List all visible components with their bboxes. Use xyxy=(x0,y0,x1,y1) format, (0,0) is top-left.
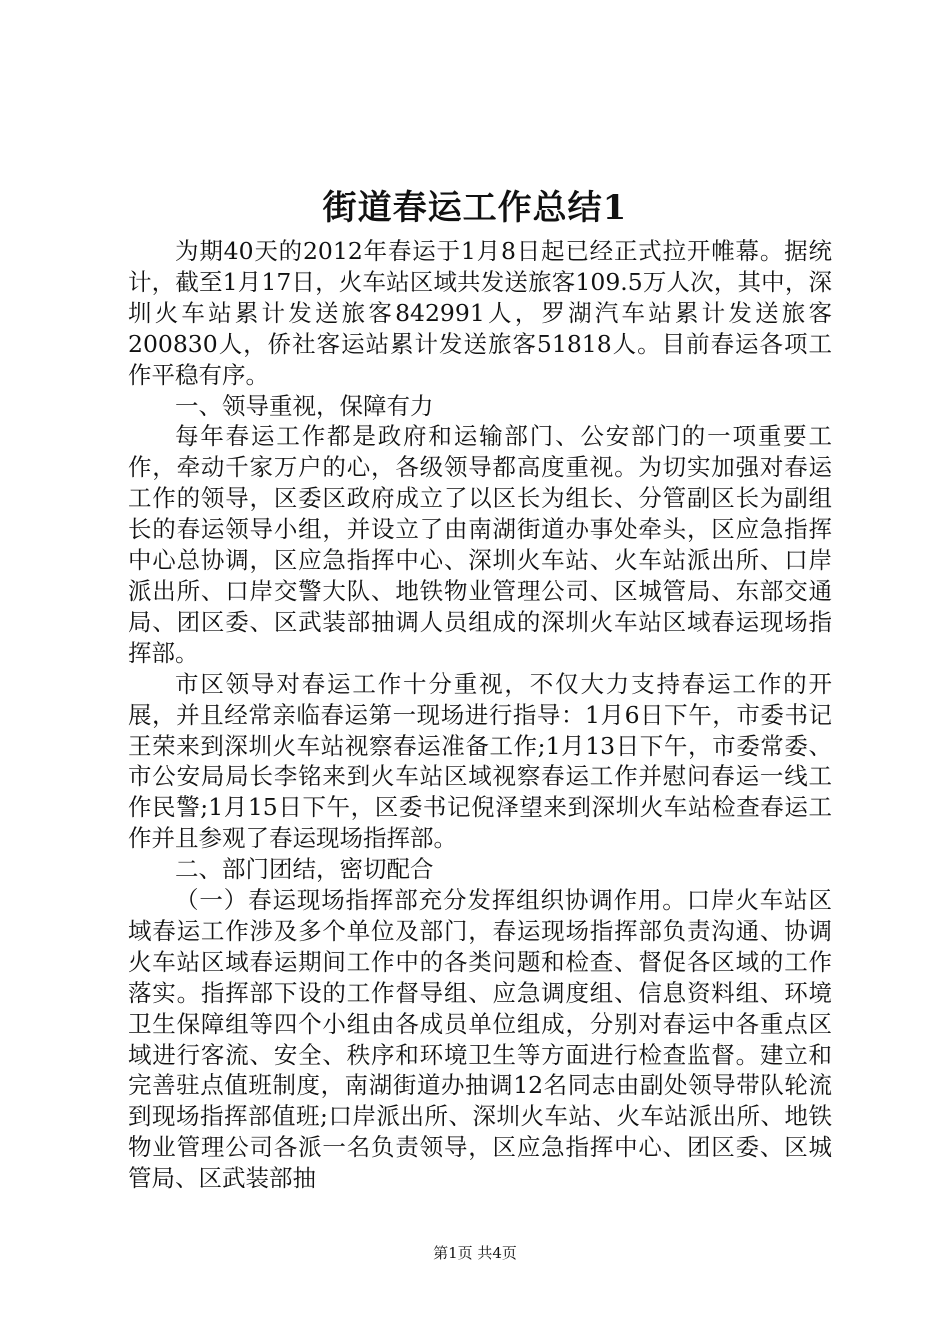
page-title: 街道春运工作总结1 xyxy=(322,188,628,228)
paragraph-intro: 为期40天的2012年春运于1月8日起已经正式拉开帷幕。据统计，截至1月17日，火车站区域共发送旅客109.5万人次，其中，深圳火车站累计发送旅客842991人，罗湖汽车站累计发送旅客200830人，侨社客运站累计发送旅客51818人。目前春运各项工作平稳有序。 xyxy=(128,237,832,389)
page-footer: 第1页 共4页 xyxy=(433,1244,517,1262)
paragraph-leadership: 每年春运工作都是政府和运输部门、公安部门的一项重要工作，牵动千家万户的心，各级领导都高度重视。为切实加强对春运工作的领导，区委区政府成立了以区长为组长、分管副区长为副组长的春运领导小组，并设立了由南湖街道办事处牵头，区应急指挥中心总协调，区应急指挥中心、深圳火车站、火车站派出所、口岸派出所、口岸交警大队、地铁物业管理公司、区城管局、东部交通局、团区委、区武装部抽调人员组成的深圳火车站区域春运现场指挥部。 xyxy=(128,422,832,667)
section-heading-2: 二、部门团结，密切配合 xyxy=(175,855,434,884)
section-heading-1: 一、领导重视，保障有力 xyxy=(175,391,434,420)
paragraph-command-center: （一）春运现场指挥部充分发挥组织协调作用。口岸火车站区域春运工作涉及多个单位及部门，春运现场指挥部负责沟通、协调火车站区域春运期间工作中的各类问题和检查、督促各区域的工作落实。指挥部下设的工作督导组、应急调度组、信息资料组、环境卫生保障组等四个小组由各成员单位组成，分别对春运中各重点区域进行客流、安全、秩序和环境卫生等方面进行检查监督。建立和完善驻点值班制度，南湖街道办抽调12名同志由副处领导带队轮流到现场指挥部值班;口岸派出所、深圳火车站、火车站派出所、地铁物业管理公司各派一名负责领导，区应急指挥中心、团区委、区城管局、区武装部抽 xyxy=(128,886,832,1193)
document-body xyxy=(128,236,832,1194)
paragraph-city-leaders: 市区领导对春运工作十分重视，不仅大力支持春运工作的开展，并且经常亲临春运第一现场进行指导：1月6日下午，市委书记王荣来到深圳火车站视察春运准备工作;1月13日下午，市委常委、市公安局局长李铭来到火车站区域视察春运工作并慰问春运一线工作民警;1月15日下午，区委书记倪泽望来到深圳火车站检查春运工作并且参观了春运现场指挥部。 xyxy=(128,669,832,853)
